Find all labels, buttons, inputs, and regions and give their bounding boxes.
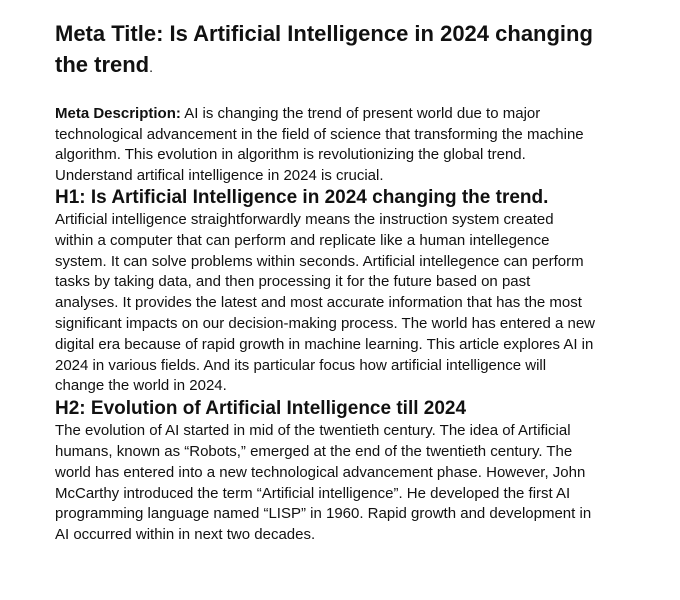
meta-title-period: . <box>149 59 154 75</box>
meta-title <box>55 18 595 83</box>
section-body-h2: The evolution of AI started in mid of the twentieth century. The idea of Artificial humans, known as “Robots,” emerged at the end of the twentieth century. The world has entered into a new technological advancement phase. However, John McCarthy introduced the term “Artificial intelligence”. He developed the first AI programming language named “LISP” in 1960. Rapid growth and development in AI occurred within in next two decades. <box>55 422 592 544</box>
meta-description-label: Meta Description: <box>55 105 181 122</box>
section-body-h1: Artificial intelligence straightforwardly means the instruction system created within a computer that can perform and replicate like a human intellegence system. It can solve problems within seconds. Artificial intellegence can perform tasks by taking data, and then processing it for the future based on past analyses. It provides the latest and most accurate information that has the most significant impacts on our decision-making process. The world has entered a new digital era because of rapid growth in machine learning. This article explores AI in 2024 in various fields. And its particular focus how artificial intelligence will change the world in 2024. <box>55 211 595 395</box>
section-heading-h1: H1: Is Artificial Intelligence in 2024 changing the trend. <box>55 187 549 208</box>
meta-description <box>55 104 595 186</box>
meta-description-text: AI is changing the trend of present world due to major technological advancement in the field of science that transforming the machine algorithm. This evolution in algorithm is revolutionizing the global trend. Understand artifical intelligence in 2024 is crucial. <box>55 105 584 184</box>
document-page <box>55 18 595 546</box>
meta-title-text: Meta Title: Is Artificial Intelligence in 2024 changing the trend <box>55 21 593 77</box>
section-heading-h2: H2: Evolution of Artificial Intelligence till 2024 <box>55 398 467 420</box>
